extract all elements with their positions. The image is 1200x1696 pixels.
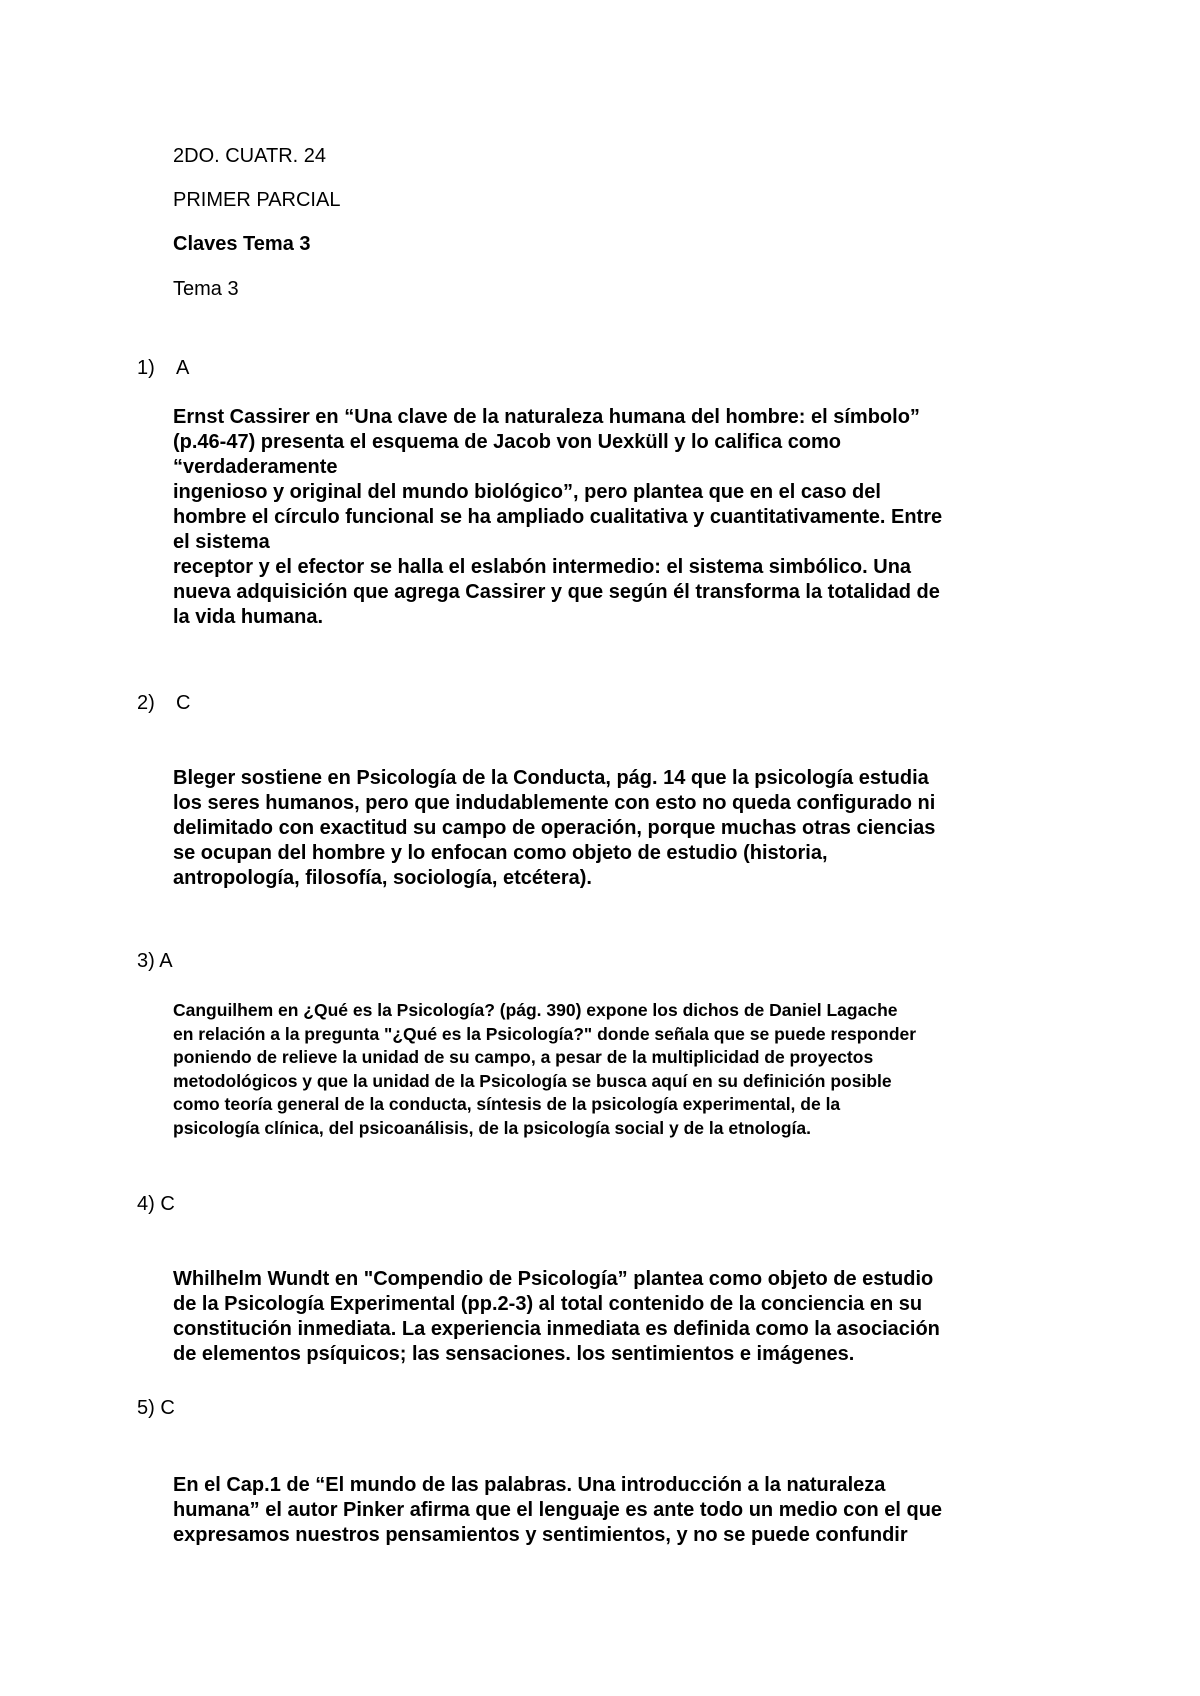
text-line: antropología, filosofía, sociología, etcétera). bbox=[173, 867, 592, 889]
text-line: de elementos psíquicos; las sensaciones. los sentimientos e imágenes. bbox=[173, 1343, 855, 1365]
text-line: Ernst Cassirer en “Una clave de la naturaleza humana del hombre: el símbolo” bbox=[173, 406, 920, 428]
text-line: En el Cap.1 de “El mundo de las palabras. Una introducción a la naturaleza bbox=[173, 1474, 886, 1496]
text-line: de la Psicología Experimental (pp.2-3) al total contenido de la conciencia en su bbox=[173, 1293, 923, 1315]
exam-title: PRIMER PARCIAL bbox=[173, 189, 341, 211]
topic-label: Tema 3 bbox=[173, 278, 239, 300]
question-3-explanation bbox=[173, 999, 916, 1140]
course-period: 2DO. CUATR. 24 bbox=[173, 145, 326, 167]
text-line: los seres humanos, pero que indudablemente con esto no queda configurado ni bbox=[173, 792, 936, 814]
question-2-explanation bbox=[173, 766, 935, 891]
text-line: como teoría general de la conducta, síntesis de la psicología experimental, de la bbox=[173, 1094, 841, 1114]
text-line: ingenioso y original del mundo biológico”, pero plantea que en el caso del bbox=[173, 481, 881, 503]
text-line: “verdaderamente bbox=[173, 456, 338, 478]
text-line: receptor y el efector se halla el eslabón intermedio: el sistema simbólico. Una bbox=[173, 556, 912, 578]
text-line: Whilhelm Wundt en "Compendio de Psicología” plantea como objeto de estudio bbox=[173, 1268, 934, 1290]
text-line: metodológicos y que la unidad de la Psicología se busca aquí en su definición posible bbox=[173, 1070, 892, 1091]
question-1-explanation bbox=[173, 405, 942, 630]
question-5-explanation bbox=[173, 1473, 942, 1548]
question-2-choice: C bbox=[176, 692, 191, 714]
text-line: psicología clínica, del psicoanálisis, de la psicología social y de la etnología. bbox=[173, 1117, 811, 1138]
question-4-explanation bbox=[173, 1267, 940, 1367]
text-line: delimitado con exactitud su campo de operación, porque muchas otras ciencias bbox=[173, 817, 936, 839]
text-line: poniendo de relieve la unidad de su campo, a pesar de la multiplicidad de proyectos bbox=[173, 1047, 874, 1067]
text-line: hombre el círculo funcional se ha ampliado cualitativa y cuantitativamente. Entre bbox=[173, 506, 943, 528]
text-line: la vida humana. bbox=[173, 606, 324, 628]
text-line: expresamos nuestros pensamientos y sentimientos, y no se puede confundir bbox=[173, 1524, 908, 1546]
text-line: (p.46-47) presenta el esquema de Jacob von Uexküll y lo califica como bbox=[173, 431, 842, 453]
question-1-choice: A bbox=[176, 357, 190, 379]
text-line: Bleger sostiene en Psicología de la Conducta, pág. 14 que la psicología estudia bbox=[173, 767, 929, 789]
text-line: se ocupan del hombre y lo enfocan como objeto de estudio (historia, bbox=[173, 842, 828, 864]
answer-key-title: Claves Tema 3 bbox=[173, 233, 311, 255]
question-1-number: 1) bbox=[137, 357, 155, 379]
question-5-label: 5) C bbox=[137, 1397, 175, 1419]
question-4-label: 4) C bbox=[137, 1193, 175, 1215]
text-line: en relación a la pregunta "¿Qué es la Psicología?" donde señala que se puede responder bbox=[173, 1023, 917, 1044]
question-3-label: 3) A bbox=[137, 950, 173, 972]
text-line: nueva adquisición que agrega Cassirer y que según él transforma la totalidad de bbox=[173, 581, 940, 603]
text-line: Canguilhem en ¿Qué es la Psicología? (pág. 390) expone los dichos de Daniel Lagache bbox=[173, 1000, 898, 1020]
text-line: constitución inmediata. La experiencia inmediata es definida como la asociación bbox=[173, 1318, 940, 1340]
text-line: el sistema bbox=[173, 531, 270, 553]
question-2-number: 2) bbox=[137, 692, 155, 714]
text-line: humana” el autor Pinker afirma que el lenguaje es ante todo un medio con el que bbox=[173, 1499, 943, 1521]
